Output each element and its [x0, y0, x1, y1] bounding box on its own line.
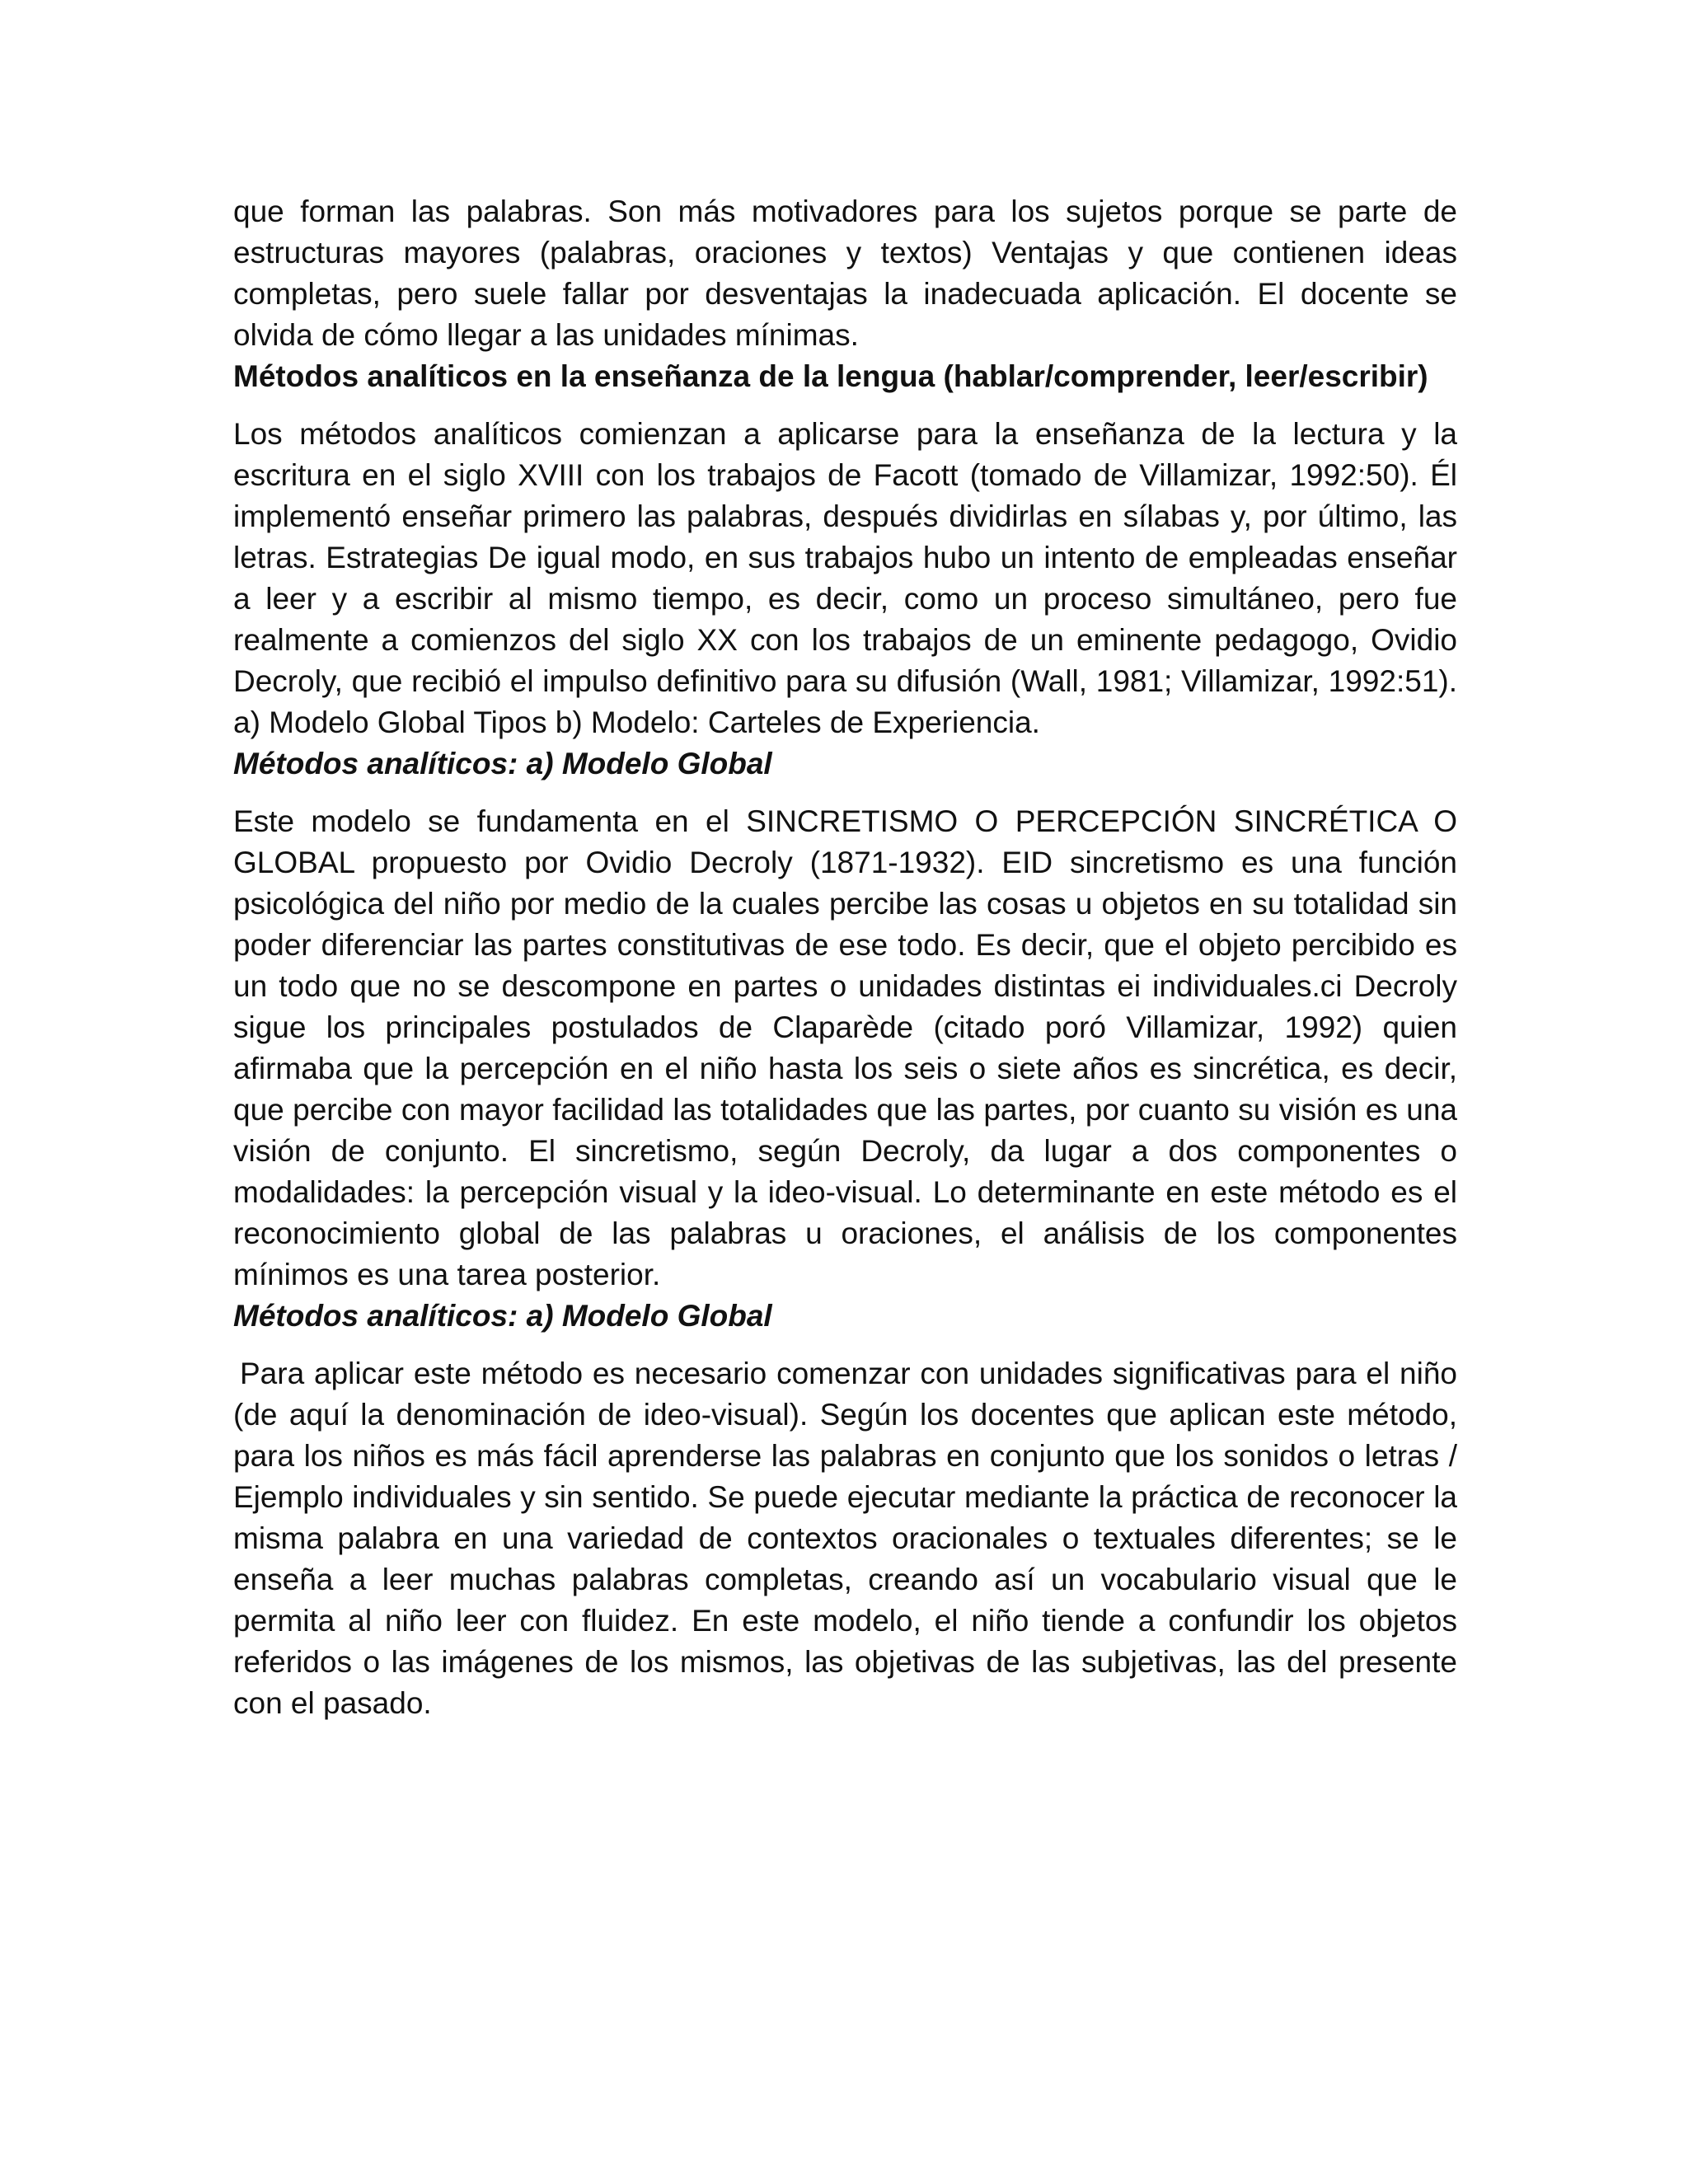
- paragraph-intro: que forman las palabras. Son más motivadores para los sujetos porque se parte de estructuras mayores (palabras, oraciones y textos) Ventajas y que contienen ideas completas, pero suele fallar por desventajas la inadecuada aplicación. El docente se olvida de cómo llegar a las unidades mínimas.: [233, 194, 1457, 352]
- paragraph-sincretismo: Este modelo se fundamenta en el SINCRETISMO O PERCEPCIÓN SINCRÉTICA O GLOBAL propuesto por Ovidio Decroly (1871-1932). EID sincretismo es una función psicológica del niño por medio de la cuales percibe las cosas u objetos en su totalidad sin poder diferenciar las partes constitutivas de ese todo. Es decir, que el objeto percibido es un todo que no se descompone en partes o unidades distintas ei individuales.ci Decroly sigue los principales postulados de Claparède (citado poró Villamizar, 1992) quien afirmaba que la percepción en el niño hasta los seis o siete años es sincrética, es decir, que percibe con mayor facilidad las totalidades que las partes, por cuanto su visión es una visión de conjunto. El sincretismo, según Decroly, da lugar a dos componentes o modalidades: la percepción visual y la ideo-visual. Lo determinante en este método es el reconocimiento global de las palabras u oraciones, el análisis de los componentes mínimos es una tarea posterior.: [233, 804, 1457, 1291]
- paragraph-aplicacion-metodo: Para aplicar este método es necesario comenzar con unidades significativas para el niño (de aquí la denominación de ideo-visual). Según los docentes que aplican este método, para los niños es más fácil aprenderse las palabras en conjunto que los sonidos o letras / Ejemplo individuales y sin sentido. Se puede ejecutar mediante la práctica de reconocer la misma palabra en una variedad de contextos oracionales o textuales diferentes; se le enseña a leer muchas palabras completas, creando así un vocabulario visual que le permita al niño leer con fluidez. En este modelo, el niño tiende a confundir los objetos referidos o las imágenes de los mismos, las objetivas de las subjetivas, las del presente con el pasado.: [233, 1357, 1457, 1720]
- section-heading-modelo-global-2: Métodos analíticos: a) Modelo Global: [233, 1299, 772, 1333]
- document-body: [233, 191, 1457, 1724]
- paragraph-metodos-analiticos: Los métodos analíticos comienzan a aplicarse para la enseñanza de la lectura y la escritura en el siglo XVIII con los trabajos de Facott (tomado de Villamizar, 1992:50). Él implementó enseñar primero las palabras, después dividirlas en sílabas y, por último, las letras. Estrategias De igual modo, en sus trabajos hubo un intento de empleadas enseñar a leer y a escribir al mismo tiempo, es decir, como un proceso simultáneo, pero fue realmente a comienzos del siglo XX con los trabajos de un eminente pedagogo, Ovidio Decroly, que recibió el impulso definitivo para su difusión (Wall, 1981; Villamizar, 1992:51). a) Modelo Global Tipos b) Modelo: Carteles de Experiencia.: [233, 417, 1457, 739]
- section-heading-metodos-analiticos: Métodos analíticos en la enseñanza de la lengua (hablar/comprender, leer/escribir): [233, 359, 1428, 393]
- section-heading-modelo-global-1: Métodos analíticos: a) Modelo Global: [233, 747, 772, 780]
